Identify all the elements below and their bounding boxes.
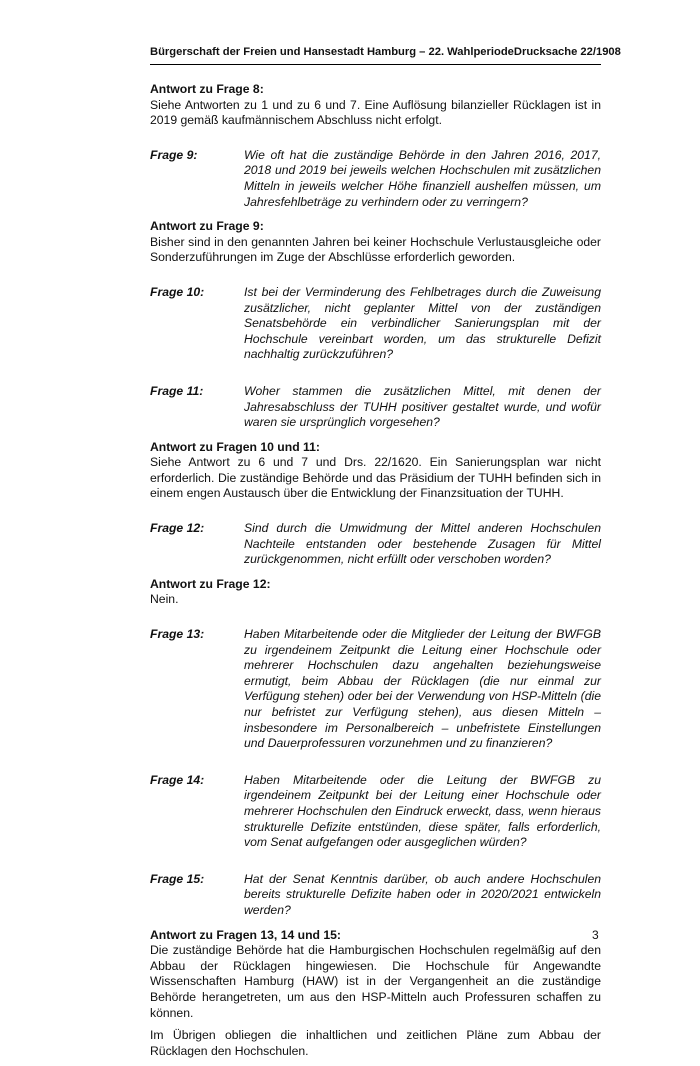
header-title: Bürgerschaft der Freien und Hansestadt Hamburg – 22. Wahlperiode — [150, 46, 514, 58]
question-label: Frage 13: — [150, 627, 205, 642]
header-divider — [150, 64, 601, 65]
question-11 — [150, 384, 601, 431]
header-doc-number: Drucksache 22/1908 — [513, 46, 621, 58]
question-label: Frage 14: — [150, 772, 205, 787]
page-number: 3 — [592, 928, 599, 942]
answer-heading-10-11: Antwort zu Fragen 10 und 11: — [150, 439, 320, 454]
answer-text-9: Bisher sind in den genannten Jahren bei keiner Hochschule Verlustausgleiche oder Sonderzuführungen im Zuge der Abschlüsse erforderlich geworden. — [150, 234, 601, 265]
question-label: Frage 15: — [150, 871, 205, 886]
question-12 — [150, 521, 601, 568]
question-text: Woher stammen die zusätzlichen Mittel, mit denen der Jahresabschluss der TUHH positiver gestaltet wurde, und wofür waren sie ursprünglich vorgesehen? — [244, 383, 601, 430]
question-13 — [150, 627, 601, 752]
answer-text-13-15-part2: Im Übrigen obliegen die inhaltlichen und zeitlichen Pläne zum Abbau der Rücklagen den Hochschulen. — [150, 1028, 601, 1058]
question-text: Hat der Senat Kenntnis darüber, ob auch andere Hochschulen bereits strukturelle Defizite haben oder in 2020/2021 entwickeln werden? — [244, 871, 601, 917]
answer-text-13-15-part1: Die zuständige Behörde hat die Hamburgischen Hochschulen regelmäßig auf den Abbau der Rücklagen hingewiesen. Die Hochschule für Angewandte Wissenschaften Hamburg (HAW) ist in der Vergangenheit an die zuständige Behörde herangetreten, um aus den HSP-Mitteln auch Professuren schaffen zu können. — [150, 943, 601, 1020]
answer-heading-9: Antwort zu Frage 9: — [150, 219, 264, 234]
answer-heading-8: Antwort zu Frage 8: — [150, 82, 264, 96]
question-text: Haben Mitarbeitende oder die Leitung der BWFGB zu irgendeinem Zeitpunkt bei der Leitung einer Hochschule oder mehrerer Hochschulen den Eindruck erweckt, dass, wenn hieraus strukturelle Defizite entstünden, diese später, falls erforderlich, vom Senat aufgefangen oder ausgeglichen würden? — [244, 772, 601, 850]
question-15 — [150, 872, 601, 919]
question-label: Frage 12: — [150, 521, 205, 536]
question-10 — [150, 285, 601, 363]
answer-text-8: Siehe Antworten zu 1 und zu 6 und 7. Eine Auflösung bilanzieller Rücklagen ist in 2019 gemäß kaufmännischem Abschluss nicht erfolgt. — [150, 97, 601, 128]
answer-heading-12: Antwort zu Frage 12: — [150, 576, 271, 591]
question-label: Frage 10: — [150, 284, 205, 299]
question-text: Wie oft hat die zuständige Behörde in den Jahren 2016, 2017, 2018 und 2019 bei jeweils welchen Hochschulen mit zusätzlichen Mitteln in jeweils welcher Höhe finanziell aushelfen müssen, um Jahresfehlbeträge zu verhindern oder zu verringern? — [244, 147, 601, 209]
answer-text-12: Nein. — [150, 592, 179, 607]
question-label: Frage 9: — [150, 147, 198, 162]
answer-heading-13-15: Antwort zu Fragen 13, 14 und 15: — [150, 927, 341, 942]
document-body — [150, 82, 601, 1066]
question-text: Haben Mitarbeitende oder die Mitglieder der Leitung der BWFGB zu irgendeinem Zeitpunkt die Leitung einer Hochschule oder mehrerer Hochschulen dazu angehalten beziehungsweise ermutigt, beim Abbau der Rücklagen (die nur einmal zur Verfügung stehen) oder bei der Verwendung von HSP-Mitteln (die nur befristet zur Verfügung stehen), aus diesen Mitteln – insbesondere im Personalbereich – unbefristete Einstellungen und Dauerprofessuren vorzunehmen und zu finanzieren? — [244, 627, 601, 751]
question-label: Frage 11: — [150, 383, 204, 398]
answer-text-10-11: Siehe Antwort zu 6 und 7 und Drs. 22/1620. Ein Sanierungsplan war nicht erforderlich. Die zuständige Behörde und das Präsidium der TUHH befinden sich in einem engen Austausch über die Entwicklung der Finanzsituation der TUHH. — [150, 455, 601, 501]
page-header — [150, 46, 621, 58]
question-text: Ist bei der Verminderung des Fehlbetrages durch die Zuweisung zusätzlicher, nicht geplanter Mittel von der zuständigen Senatsbehörde ein verbindlicher Sanierungsplan mit der Hochschule vereinbart worden, um das strukturelle Defizit nachhaltig zurückzuführen? — [244, 284, 601, 362]
question-14 — [150, 773, 601, 851]
question-9 — [150, 148, 601, 210]
question-text: Sind durch die Umwidmung der Mittel anderen Hochschulen Nachteile entstanden oder bestehende Zusagen für Mittel zurückgenommen, nicht erfüllt oder verschoben worden? — [244, 521, 601, 567]
